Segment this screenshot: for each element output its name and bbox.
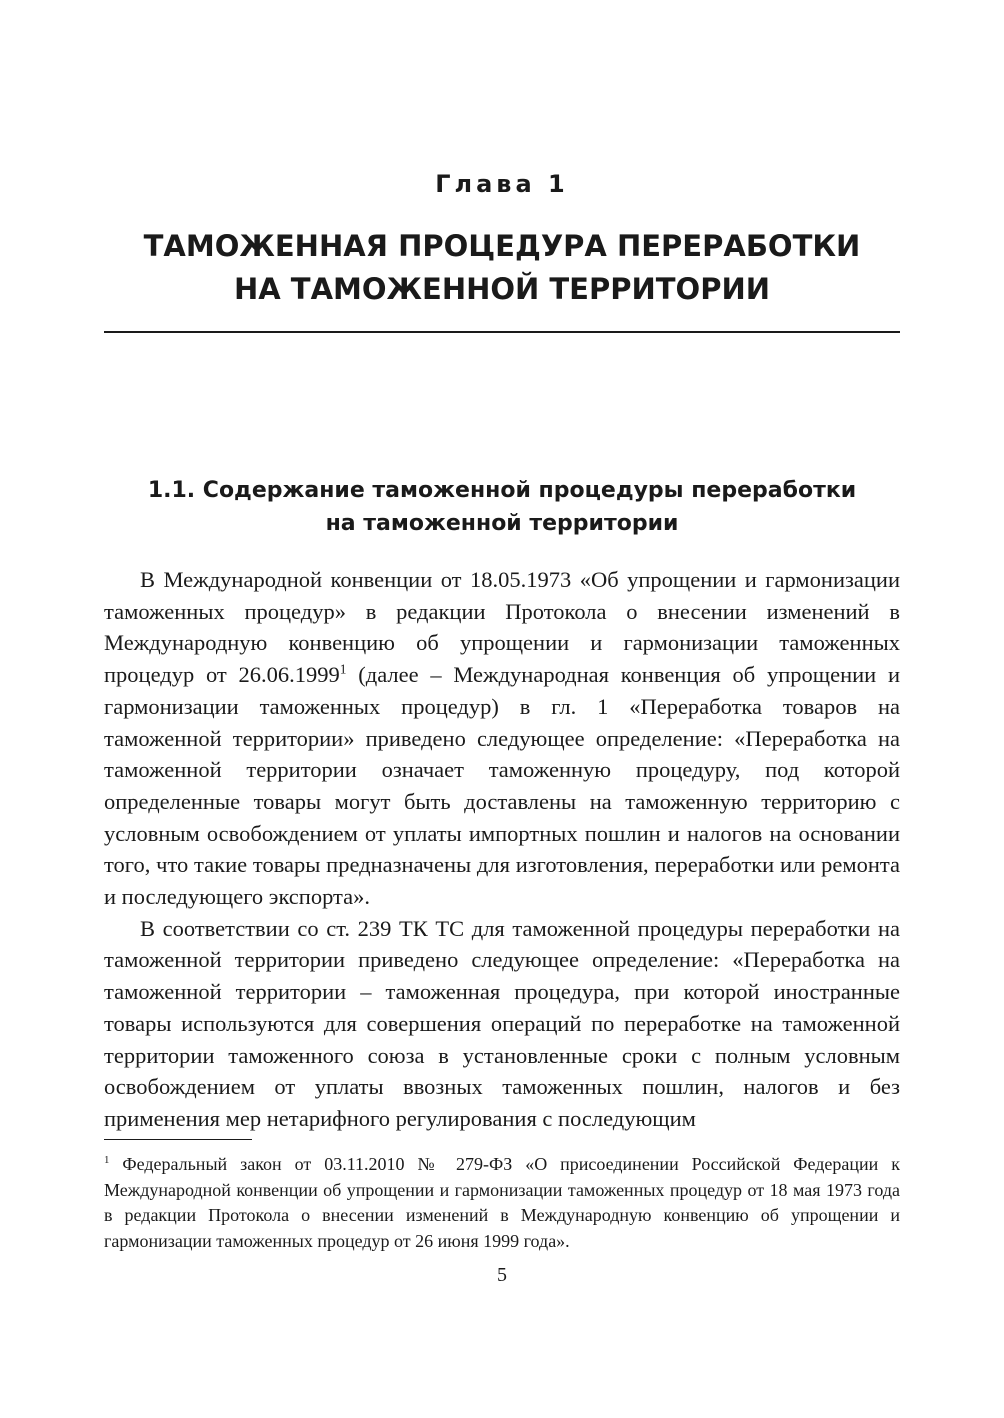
page-number: 5	[497, 1264, 507, 1286]
footnote-body: Федеральный закон от 03.11.2010 № 279-ФЗ «О присоединении Российской Федерации к Международной конвенции об упрощении и гармонизации таможенных процедур от 18 мая 1973 года в редакции Протокола о внесении изменений в Международную конвенцию об упрощении и гармонизации таможенных процедур от 26 июня 1999 года».	[104, 1154, 900, 1251]
chapter-divider	[104, 331, 900, 333]
footnote-marker: 1	[104, 1154, 110, 1166]
paragraph-1-part-2: (далее – Международная конвенция об упрощении и гармонизации таможенных процедур) в гл. 1 «Переработка товаров на таможенной территории» приведено следующее определение: «Переработка на таможенной территории означает таможенную процедуру, под которой определенные товары могут быть доставлены на таможенную территорию с условным освобождением от уплаты импортных пошлин и налогов на основании того, что такие товары предназначены для изготовления, переработки или ремонта и последующего экспорта».	[104, 662, 900, 910]
chapter-title	[0, 225, 1004, 311]
chapter-title-line-2: НА ТАМОЖЕННОЙ ТЕРРИТОРИИ	[233, 272, 771, 306]
chapter-label: Глава 1	[435, 170, 569, 198]
body-text	[104, 564, 900, 1135]
footnote-text	[104, 1152, 900, 1254]
section-heading-line-2: на таможенной территории	[325, 511, 679, 536]
paragraph-1	[104, 564, 900, 913]
paragraph-1-part-1: В Международной конвенции от 18.05.1973 «Об упрощении и гармонизации таможенных процедур» в редакции Протокола о внесении изменений в Международную конвенцию об упрощении и гармонизации таможенных процедур от 26.06.1999	[104, 567, 900, 688]
section-heading-line-1: 1.1. Содержание таможенной процедуры переработки	[147, 478, 857, 503]
footnote-divider	[104, 1139, 252, 1140]
footnote	[104, 1152, 900, 1254]
section-heading	[104, 474, 900, 540]
footnote-reference: 1	[339, 661, 347, 677]
chapter-title-line-1: ТАМОЖЕННАЯ ПРОЦЕДУРА ПЕРЕРАБОТКИ	[143, 229, 861, 263]
paragraph-2: В соответствии со ст. 239 ТК ТС для таможенной процедуры переработки на таможенной территории приведено следующее определение: «Переработка на таможенной территории – таможенная процедура, при которой иностранные товары используются для совершения операций по переработке на таможенной территории таможенного союза в установленные сроки с полным условным освобождением от уплаты ввозных таможенных пошлин, налогов и без применения мер нетарифного регулирования с последующим	[104, 915, 900, 1131]
